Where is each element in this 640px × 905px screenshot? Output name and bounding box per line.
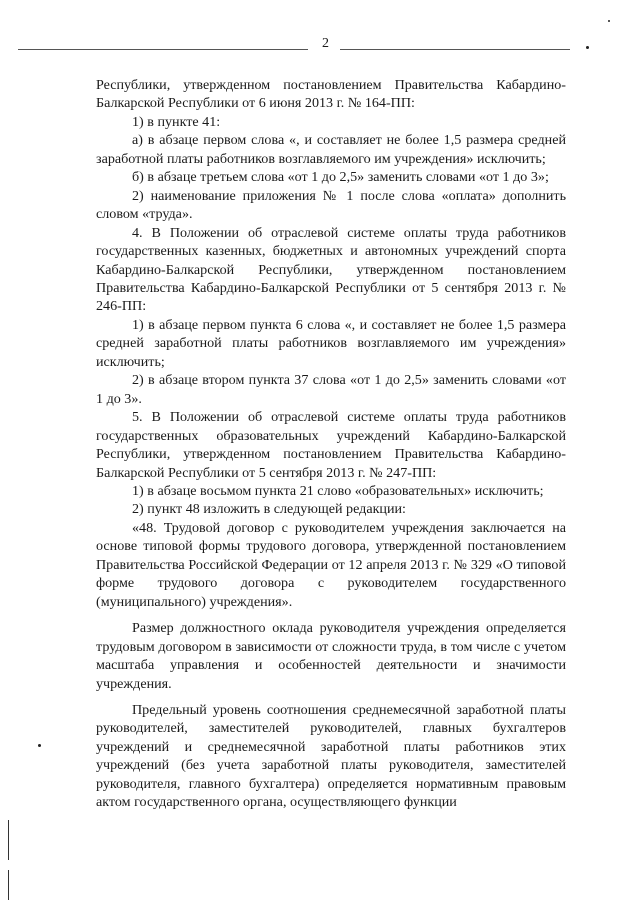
document-body <box>96 76 566 812</box>
page-number: 2 <box>322 36 329 51</box>
header-rule-left <box>18 49 308 50</box>
paragraph-6: 4. В Положении об отраслевой системе оплаты труда работников государственных казенных, бюджетных и автономных учреждений спорта Кабардино-Балкарской Республики, утвержденном постановлением Правительства Кабардино-Балкарской Республики от 5 сентября 2013 г. № 246-ПП: <box>96 224 566 315</box>
paragraph-5: 2) наименование приложения № 1 после слова «оплата» дополнить словом «труда». <box>96 187 566 223</box>
scan-edge-mark <box>8 870 9 900</box>
paragraph-1: Республики, утвержденном постановлением Правительства Кабардино-Балкарской Республики от 6 июня 2013 г. № 164-ПП: <box>96 77 566 112</box>
paragraph-gap <box>96 693 566 701</box>
scan-speck <box>586 46 589 49</box>
scan-edge-mark <box>8 820 9 860</box>
paragraph-3: а) в абзаце первом слова «, и составляет не более 1,5 размера средней заработной платы работников возглавляемого им учреждения» исключить; <box>96 132 566 167</box>
scan-speck <box>38 744 41 747</box>
paragraph-2: 1) в пункте 41: <box>132 113 221 130</box>
scan-speck <box>608 20 610 22</box>
paragraph-10: 1) в абзаце восьмом пункта 21 слово «образовательных» исключить; <box>132 482 544 499</box>
paragraph-4: б) в абзаце третьем слова «от 1 до 2,5» заменить словами «от 1 до 3»; <box>132 169 549 186</box>
paragraph-7: 1) в абзаце первом пункта 6 слова «, и составляет не более 1,5 размера средней заработной платы работников возглавляемого им учреждения» исключить; <box>96 316 566 370</box>
paragraph-8: 2) в абзаце втором пункта 37 слова «от 1 до 2,5» заменить словами «от 1 до 3». <box>96 372 566 407</box>
paragraph-gap <box>96 611 566 619</box>
paragraph-12: «48. Трудовой договор с руководителем учреждения заключается на основе типовой формы трудового договора, утвержденной постановлением Правительства Российской Федерации от 12 апреля 2013 г. № 329 «О типовой форме трудового договора с руководителем государственного (муниципального) учреждения». <box>96 519 566 610</box>
paragraph-14: Предельный уровень соотношения среднемесячной заработной платы руководителей, заместителей руководителей, главных бухгалтеров учреждений и среднемесячной заработной платы работников этих учреждений (без учета заработной платы руководителя, заместителей руководителя, главного бухгалтера) определяется нормативным правовым актом государственного органа, осуществляющего функции <box>96 701 566 811</box>
paragraph-13: Размер должностного оклада руководителя учреждения определяется трудовым договором в зависимости от сложности труда, в том числе с учетом масштаба управления и особенностей деятельности и значимости учреждения. <box>96 620 566 692</box>
paragraph-9: 5. В Положении об отраслевой системе оплаты труда работников государственных образовательных учреждений Кабардино-Балкарской Республики, утвержденном постановлением Правительства Кабардино-Балкарской Республики от 5 сентября 2013 г. № 247-ПП: <box>96 409 566 481</box>
paragraph-11: 2) пункт 48 изложить в следующей редакции: <box>132 501 406 518</box>
header-rule-right <box>340 49 570 50</box>
